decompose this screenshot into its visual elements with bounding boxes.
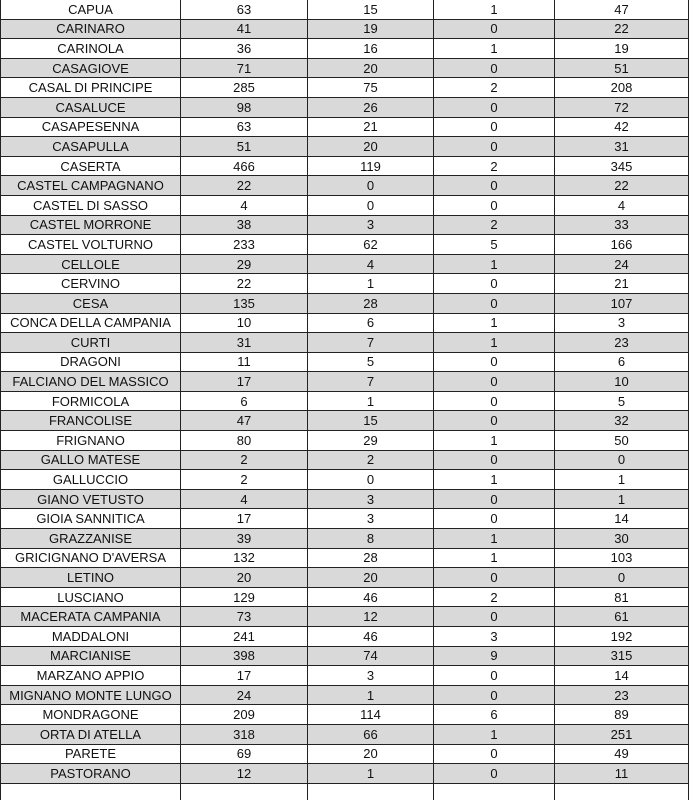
value-col-2-cell: 62: [308, 235, 434, 255]
comune-cell: CURTI: [1, 333, 181, 353]
value-col-4-cell: 50: [555, 431, 689, 451]
value-col-4-cell: 14: [555, 666, 689, 686]
table-row: [1, 724, 689, 744]
value-col-1-cell: 398: [181, 646, 308, 666]
value-col-3-cell: 0: [434, 607, 555, 627]
value-col-3-cell: 1: [434, 529, 555, 549]
value-col-4-cell: 0: [555, 568, 689, 588]
comune-cell: MONDRAGONE: [1, 705, 181, 725]
value-col-3-cell: 2: [434, 78, 555, 98]
value-col-2-cell: 20: [308, 568, 434, 588]
table-row: [1, 58, 689, 78]
value-col-3-cell: 3: [434, 627, 555, 647]
value-col-1-cell: 41: [181, 19, 308, 39]
value-col-4-cell: 19: [555, 39, 689, 59]
value-col-2-cell: 28: [308, 293, 434, 313]
value-col-1-cell: 17: [181, 666, 308, 686]
value-col-1-cell: 29: [181, 254, 308, 274]
value-col-2-cell: 3: [308, 215, 434, 235]
value-col-4-cell: 6: [555, 352, 689, 372]
comune-cell: GALLUCCIO: [1, 470, 181, 490]
comune-cell: CASERTA: [1, 156, 181, 176]
value-col-4-cell: 22: [555, 19, 689, 39]
value-col-3-cell: 9: [434, 646, 555, 666]
value-col-1-cell: 2: [181, 450, 308, 470]
value-col-4-cell: 315: [555, 646, 689, 666]
value-col-1-cell: 71: [181, 58, 308, 78]
value-col-1-cell: 63: [181, 117, 308, 137]
table-row: [1, 235, 689, 255]
table-row: [1, 274, 689, 294]
table-row: [1, 19, 689, 39]
value-col-2-cell: 75: [308, 78, 434, 98]
value-col-4-cell: 49: [555, 744, 689, 764]
value-col-3-cell: 0: [434, 666, 555, 686]
table-row: [1, 450, 689, 470]
comune-cell: ORTA DI ATELLA: [1, 724, 181, 744]
value-col-1-cell: 241: [181, 627, 308, 647]
value-col-3-cell: 1: [434, 470, 555, 490]
comune-cell: FRANCOLISE: [1, 411, 181, 431]
value-col-3-cell: 1: [434, 313, 555, 333]
value-col-2-cell: 114: [308, 705, 434, 725]
comune-cell: PARETE: [1, 744, 181, 764]
value-col-2-cell: 1: [308, 764, 434, 784]
value-col-3-cell: 1: [434, 39, 555, 59]
value-col-3-cell: 0: [434, 450, 555, 470]
value-col-3-cell: 1: [434, 431, 555, 451]
comune-cell: CASAGIOVE: [1, 58, 181, 78]
value-col-2-cell: 66: [308, 724, 434, 744]
table-row: [1, 156, 689, 176]
value-col-2-cell: [308, 783, 434, 800]
comune-cell: CONCA DELLA CAMPANIA: [1, 313, 181, 333]
value-col-1-cell: 38: [181, 215, 308, 235]
value-col-2-cell: 16: [308, 39, 434, 59]
value-col-2-cell: 19: [308, 19, 434, 39]
comune-cell: FORMICOLA: [1, 391, 181, 411]
value-col-3-cell: [434, 783, 555, 800]
comune-cell: CARINARO: [1, 19, 181, 39]
comune-cell: CARINOLA: [1, 39, 181, 59]
value-col-3-cell: 0: [434, 352, 555, 372]
value-col-1-cell: 47: [181, 411, 308, 431]
comune-cell: CESA: [1, 293, 181, 313]
value-col-2-cell: 1: [308, 274, 434, 294]
value-col-4-cell: 33: [555, 215, 689, 235]
comune-cell: CERVINO: [1, 274, 181, 294]
value-col-2-cell: 0: [308, 195, 434, 215]
table-row: [1, 627, 689, 647]
value-col-4-cell: 81: [555, 587, 689, 607]
comune-cell: CASAPESENNA: [1, 117, 181, 137]
value-col-4-cell: 51: [555, 58, 689, 78]
comune-cell: MIGNANO MONTE LUNGO: [1, 685, 181, 705]
value-col-2-cell: 119: [308, 156, 434, 176]
value-col-3-cell: 0: [434, 372, 555, 392]
comune-cell: CELLOLE: [1, 254, 181, 274]
value-col-2-cell: 20: [308, 744, 434, 764]
table-row: [1, 97, 689, 117]
value-col-2-cell: 3: [308, 666, 434, 686]
value-col-3-cell: 0: [434, 411, 555, 431]
value-col-1-cell: 12: [181, 764, 308, 784]
value-col-2-cell: 21: [308, 117, 434, 137]
value-col-3-cell: 0: [434, 137, 555, 157]
value-col-4-cell: 21: [555, 274, 689, 294]
comune-cell: LUSCIANO: [1, 587, 181, 607]
table-row: [1, 215, 689, 235]
value-col-4-cell: 166: [555, 235, 689, 255]
comune-cell: MACERATA CAMPANIA: [1, 607, 181, 627]
value-col-1-cell: 318: [181, 724, 308, 744]
value-col-4-cell: 192: [555, 627, 689, 647]
value-col-3-cell: 0: [434, 391, 555, 411]
table-row: [1, 39, 689, 59]
value-col-4-cell: 103: [555, 548, 689, 568]
table-row: [1, 529, 689, 549]
table-row: [1, 607, 689, 627]
table-row: [1, 176, 689, 196]
value-col-3-cell: 0: [434, 293, 555, 313]
value-col-1-cell: 4: [181, 195, 308, 215]
value-col-4-cell: 208: [555, 78, 689, 98]
comune-cell: LETINO: [1, 568, 181, 588]
value-col-4-cell: 47: [555, 0, 689, 19]
value-col-2-cell: 5: [308, 352, 434, 372]
value-col-4-cell: 14: [555, 509, 689, 529]
comune-cell: MARCIANISE: [1, 646, 181, 666]
value-col-4-cell: 11: [555, 764, 689, 784]
value-col-3-cell: 0: [434, 19, 555, 39]
value-col-4-cell: 1: [555, 489, 689, 509]
value-col-1-cell: 63: [181, 0, 308, 19]
table-row: [1, 568, 689, 588]
comune-cell: GIANO VETUSTO: [1, 489, 181, 509]
table-row: [1, 587, 689, 607]
value-col-2-cell: 15: [308, 0, 434, 19]
value-col-2-cell: 8: [308, 529, 434, 549]
value-col-1-cell: 209: [181, 705, 308, 725]
value-col-1-cell: 10: [181, 313, 308, 333]
value-col-3-cell: 1: [434, 0, 555, 19]
value-col-4-cell: 0: [555, 450, 689, 470]
value-col-1-cell: 135: [181, 293, 308, 313]
table-row: [1, 764, 689, 784]
comune-cell: GIOIA SANNITICA: [1, 509, 181, 529]
comune-cell: PASTORANO: [1, 764, 181, 784]
value-col-3-cell: 1: [434, 548, 555, 568]
value-col-4-cell: 24: [555, 254, 689, 274]
comune-cell: [1, 783, 181, 800]
value-col-4-cell: 1: [555, 470, 689, 490]
comune-cell: CASTEL CAMPAGNANO: [1, 176, 181, 196]
value-col-4-cell: 32: [555, 411, 689, 431]
value-col-1-cell: 22: [181, 176, 308, 196]
value-col-1-cell: 466: [181, 156, 308, 176]
value-col-3-cell: 0: [434, 176, 555, 196]
table-row: [1, 137, 689, 157]
value-col-3-cell: 0: [434, 489, 555, 509]
value-col-3-cell: 0: [434, 195, 555, 215]
table-row: [1, 744, 689, 764]
table-row: [1, 685, 689, 705]
value-col-2-cell: 12: [308, 607, 434, 627]
value-col-2-cell: 29: [308, 431, 434, 451]
value-col-4-cell: [555, 783, 689, 800]
value-col-1-cell: 80: [181, 431, 308, 451]
value-col-3-cell: 2: [434, 156, 555, 176]
value-col-4-cell: 31: [555, 137, 689, 157]
table-row: [1, 0, 689, 19]
value-col-1-cell: 17: [181, 372, 308, 392]
value-col-2-cell: 2: [308, 450, 434, 470]
value-col-1-cell: 36: [181, 39, 308, 59]
value-col-1-cell: 233: [181, 235, 308, 255]
value-col-2-cell: 3: [308, 489, 434, 509]
comune-cell: FALCIANO DEL MASSICO: [1, 372, 181, 392]
value-col-3-cell: 0: [434, 274, 555, 294]
comune-cell: GRAZZANISE: [1, 529, 181, 549]
value-col-1-cell: 73: [181, 607, 308, 627]
value-col-4-cell: 61: [555, 607, 689, 627]
value-col-2-cell: 4: [308, 254, 434, 274]
value-col-1-cell: 2: [181, 470, 308, 490]
value-col-4-cell: 22: [555, 176, 689, 196]
table-row: [1, 431, 689, 451]
value-col-4-cell: 107: [555, 293, 689, 313]
comune-cell: CASTEL DI SASSO: [1, 195, 181, 215]
value-col-2-cell: 7: [308, 333, 434, 353]
value-col-2-cell: 46: [308, 587, 434, 607]
comune-cell: GRICIGNANO D'AVERSA: [1, 548, 181, 568]
comune-cell: MADDALONI: [1, 627, 181, 647]
table-row: [1, 195, 689, 215]
value-col-1-cell: 22: [181, 274, 308, 294]
table-row: [1, 254, 689, 274]
value-col-4-cell: 23: [555, 333, 689, 353]
value-col-1-cell: 11: [181, 352, 308, 372]
value-col-2-cell: 3: [308, 509, 434, 529]
value-col-1-cell: [181, 783, 308, 800]
table-row: [1, 293, 689, 313]
value-col-4-cell: 30: [555, 529, 689, 549]
value-col-2-cell: 7: [308, 372, 434, 392]
value-col-2-cell: 26: [308, 97, 434, 117]
table-row: [1, 352, 689, 372]
value-col-4-cell: 4: [555, 195, 689, 215]
value-col-2-cell: 74: [308, 646, 434, 666]
value-col-1-cell: 69: [181, 744, 308, 764]
value-col-1-cell: 129: [181, 587, 308, 607]
comune-cell: DRAGONI: [1, 352, 181, 372]
value-col-4-cell: 251: [555, 724, 689, 744]
value-col-3-cell: 1: [434, 254, 555, 274]
value-col-3-cell: 1: [434, 333, 555, 353]
value-col-3-cell: 0: [434, 58, 555, 78]
value-col-3-cell: 2: [434, 215, 555, 235]
value-col-2-cell: 1: [308, 685, 434, 705]
value-col-3-cell: 0: [434, 685, 555, 705]
comune-cell: GALLO MATESE: [1, 450, 181, 470]
value-col-3-cell: 0: [434, 117, 555, 137]
value-col-3-cell: 2: [434, 587, 555, 607]
value-col-1-cell: 39: [181, 529, 308, 549]
value-col-4-cell: 42: [555, 117, 689, 137]
value-col-2-cell: 0: [308, 176, 434, 196]
value-col-4-cell: 10: [555, 372, 689, 392]
table-row: [1, 509, 689, 529]
value-col-4-cell: 23: [555, 685, 689, 705]
value-col-2-cell: 1: [308, 391, 434, 411]
comune-cell: CASTEL MORRONE: [1, 215, 181, 235]
comune-cell: MARZANO APPIO: [1, 666, 181, 686]
value-col-1-cell: 6: [181, 391, 308, 411]
value-col-2-cell: 20: [308, 58, 434, 78]
comune-cell: CAPUA: [1, 0, 181, 19]
table-row: [1, 489, 689, 509]
value-col-2-cell: 0: [308, 470, 434, 490]
value-col-1-cell: 51: [181, 137, 308, 157]
comune-cell: CASAPULLA: [1, 137, 181, 157]
value-col-3-cell: 0: [434, 568, 555, 588]
value-col-1-cell: 98: [181, 97, 308, 117]
value-col-2-cell: 46: [308, 627, 434, 647]
comune-cell: CASTEL VOLTURNO: [1, 235, 181, 255]
comune-cell: CASALUCE: [1, 97, 181, 117]
table-row: [1, 705, 689, 725]
value-col-2-cell: 28: [308, 548, 434, 568]
value-col-3-cell: 0: [434, 97, 555, 117]
table-row: [1, 313, 689, 333]
value-col-4-cell: 5: [555, 391, 689, 411]
value-col-3-cell: 1: [434, 724, 555, 744]
table-row: [1, 117, 689, 137]
comune-cell: CASAL DI PRINCIPE: [1, 78, 181, 98]
value-col-1-cell: 24: [181, 685, 308, 705]
value-col-1-cell: 20: [181, 568, 308, 588]
comune-cell: FRIGNANO: [1, 431, 181, 451]
table-row: [1, 666, 689, 686]
value-col-1-cell: 31: [181, 333, 308, 353]
table-row: [1, 470, 689, 490]
table-row: [1, 783, 689, 800]
table-row: [1, 411, 689, 431]
value-col-1-cell: 285: [181, 78, 308, 98]
value-col-1-cell: 4: [181, 489, 308, 509]
table-row: [1, 372, 689, 392]
table-row: [1, 646, 689, 666]
table-row: [1, 548, 689, 568]
value-col-1-cell: 132: [181, 548, 308, 568]
value-col-3-cell: 0: [434, 744, 555, 764]
value-col-1-cell: 17: [181, 509, 308, 529]
value-col-4-cell: 3: [555, 313, 689, 333]
table-row: [1, 78, 689, 98]
value-col-2-cell: 6: [308, 313, 434, 333]
table-row: [1, 391, 689, 411]
value-col-3-cell: 6: [434, 705, 555, 725]
value-col-2-cell: 15: [308, 411, 434, 431]
value-col-3-cell: 0: [434, 509, 555, 529]
value-col-3-cell: 5: [434, 235, 555, 255]
table-row: [1, 333, 689, 353]
value-col-4-cell: 72: [555, 97, 689, 117]
table-body: [1, 0, 689, 800]
value-col-4-cell: 89: [555, 705, 689, 725]
value-col-4-cell: 345: [555, 156, 689, 176]
value-col-2-cell: 20: [308, 137, 434, 157]
value-col-3-cell: 0: [434, 764, 555, 784]
